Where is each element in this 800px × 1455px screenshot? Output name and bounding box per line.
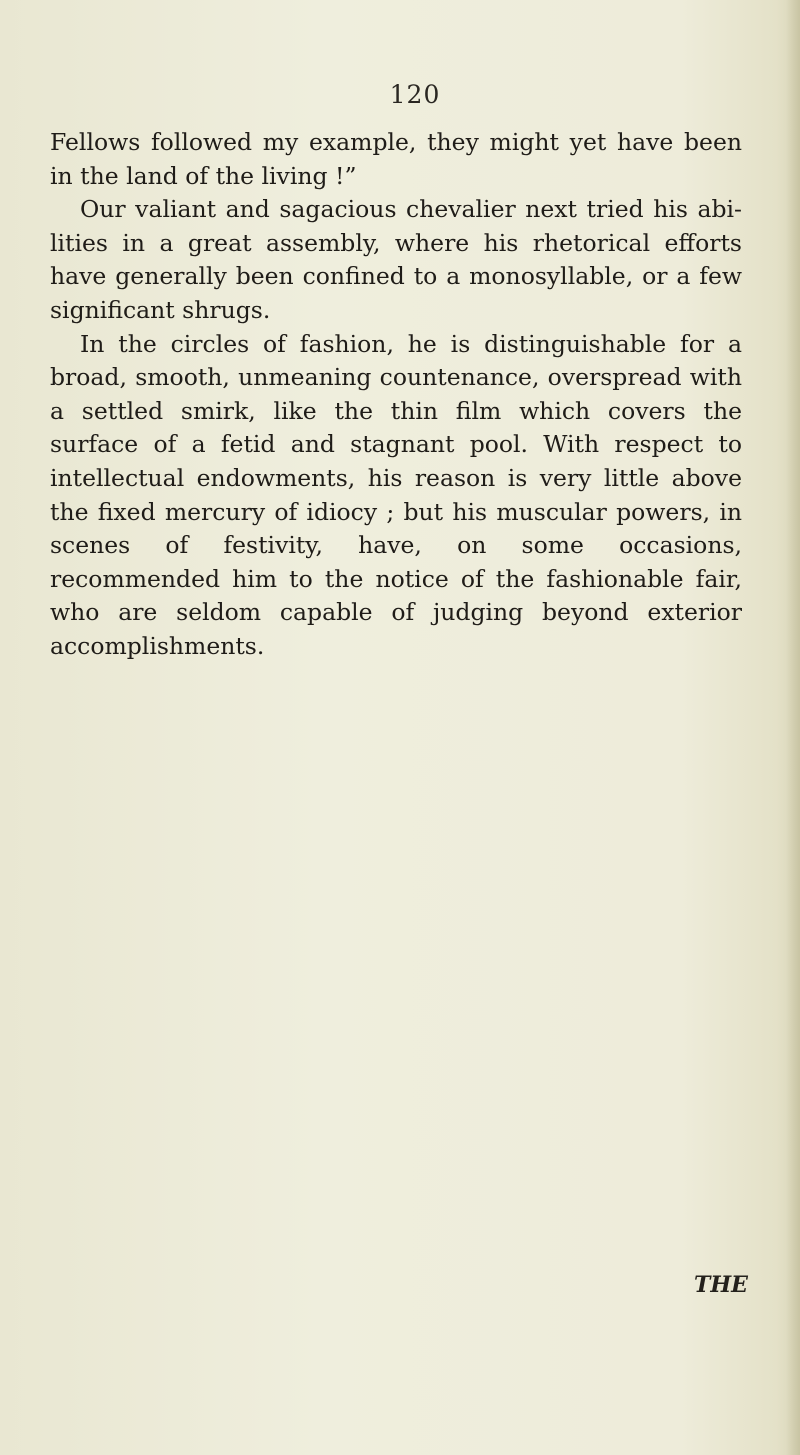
body-text bbox=[50, 126, 742, 664]
paragraph-continuation: Fellows followed my example, they might yet have been in the land of the living !” bbox=[50, 128, 742, 190]
page-edge-shadow bbox=[786, 0, 800, 1455]
catchword: THE bbox=[694, 1272, 748, 1298]
page-number: 120 bbox=[389, 80, 441, 109]
paragraph-chevalier-abilities: Our valiant and sagacious chevalier next tried his abilities in a great assembly, where his rhetorical efforts have generally been confined to a monosyllable, or a few significant shrugs. bbox=[50, 195, 742, 324]
paragraph-circles-of-fashion: In the circles of fashion, he is distinguishable for a broad, smooth, unmeaning countenance, overspread with a settled smirk, like the thin film which covers the surface of a fetid and stagnant pool. With respect to intellectual endowments, his reason is very little above the fixed mercury of idiocy ; but his muscular powers, in scenes of festivity, have, on some occasions, recommended him to the notice of the fashionable fair, who are seldom capable of judging beyond exterior accomplishments. bbox=[50, 329, 742, 660]
